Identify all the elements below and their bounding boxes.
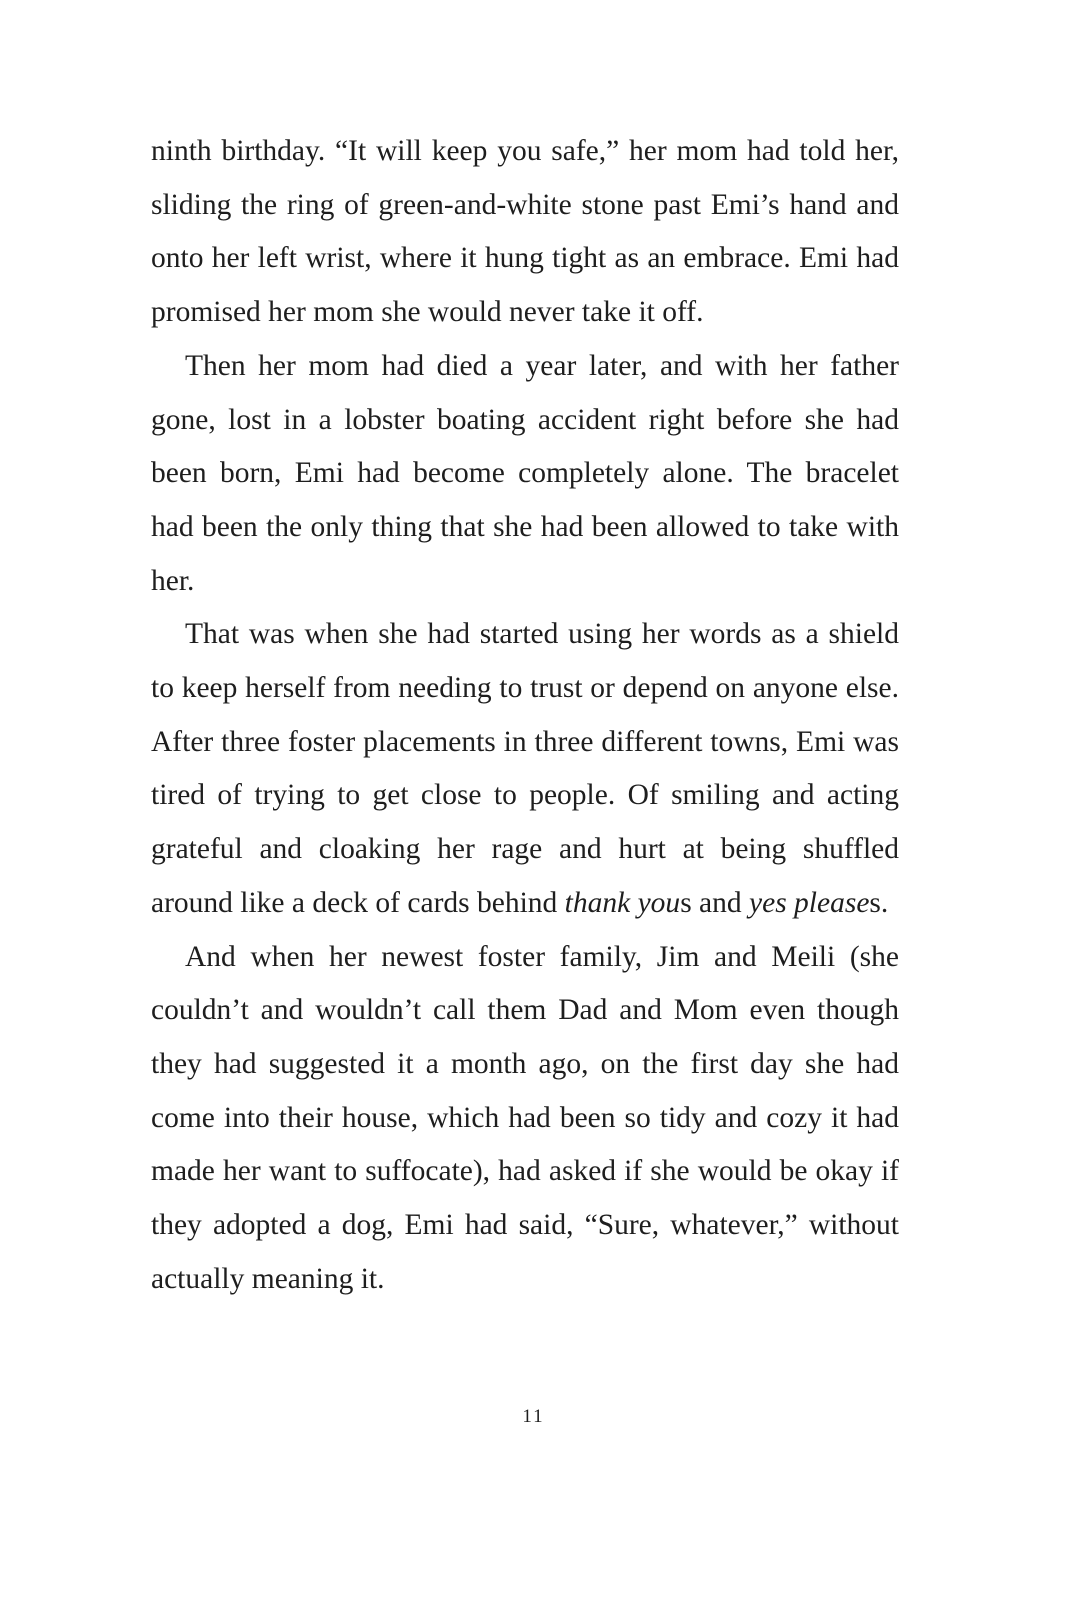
paragraph-continued: ninth birthday. “It will keep you safe,” her mom had told her, sliding the ring of green-and-white stone past Emi’s hand and onto her left wrist, where it hung tight as an embrace. Emi had promised her mom she would never take it off. (151, 135, 899, 329)
paragraph-text: That was when she had started using her words as a shield to keep herself from needing to trust or depend on anyone else. After three foster placements in three different towns, Emi was tired of trying to get close to people. Of smiling and acting grateful and cloaking her rage and hurt at being shuffled around like a deck of cards behind (151, 618, 899, 919)
body-text (151, 125, 899, 1306)
italic-phrase: thank you (564, 886, 681, 919)
paragraph-foster-family: And when her newest foster family, Jim and Meili (she couldn’t and wouldn’t call them Dad and Mom even though they had suggested it a month ago, on the first day she had come into their house, which had been so tidy and cozy it had made her want to suffocate), had asked if she would be okay if they adopted a dog, Emi had said, “Sure, whatever,” without actually meaning it. (151, 940, 899, 1295)
paragraph-words-shield (151, 608, 899, 930)
italic-phrase: yes please (749, 886, 870, 919)
paragraph-text: s. (869, 886, 889, 919)
page-number: 11 (522, 1406, 545, 1427)
paragraph-text: s and (680, 886, 750, 919)
paragraph-mom-died: Then her mom had died a year later, and with her father gone, lost in a lobster boating accident right before she had been born, Emi had become completely alone. The bracelet had been the only thing that she had been allowed to take with her. (151, 349, 899, 597)
